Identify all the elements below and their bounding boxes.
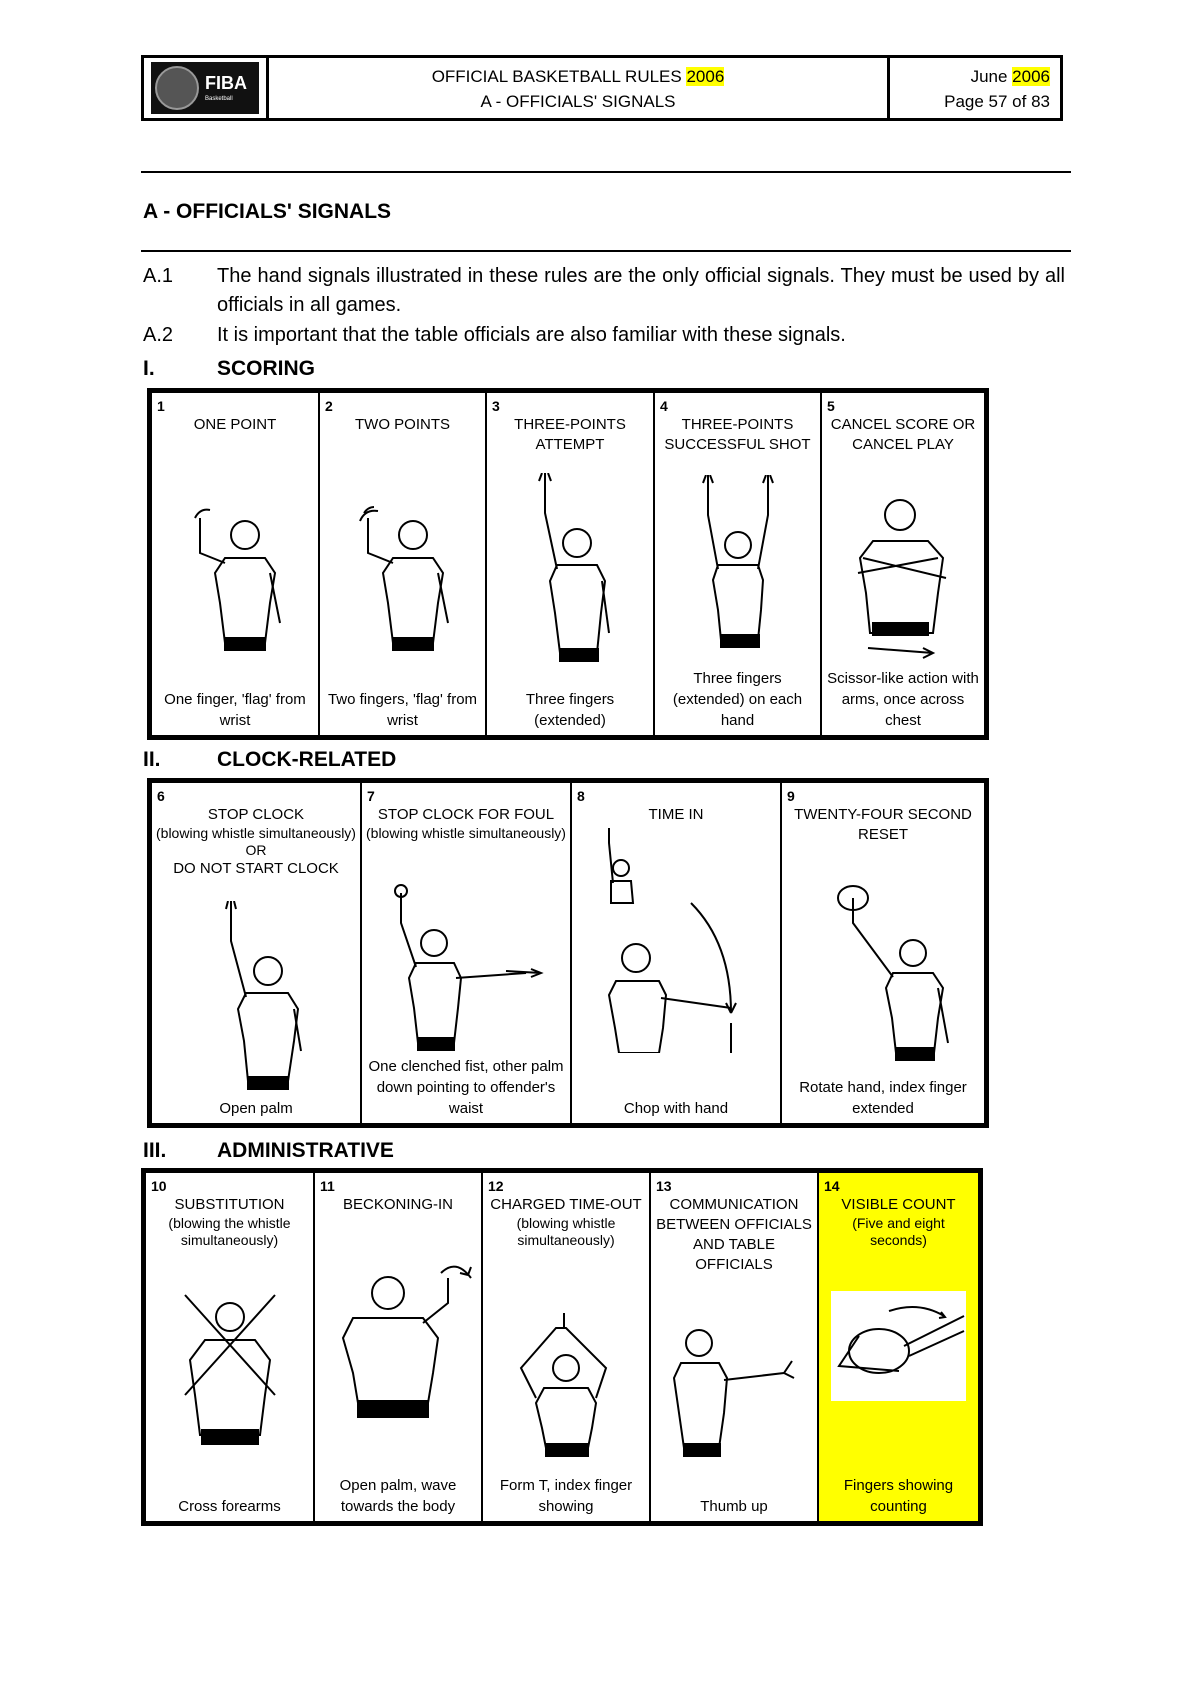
signal-card: 10 SUBSTITUTION (blowing the whistle simultaneously) Cross forearms bbox=[146, 1173, 315, 1521]
logo-text: FIBA Basketball bbox=[205, 73, 247, 102]
paragraph-a2: A.2 It is important that the table officials are also familiar with these signals. bbox=[143, 324, 846, 346]
referee-illustration-icon bbox=[160, 1285, 300, 1455]
signal-card: 12 CHARGED TIME-OUT (blowing whistle simultaneously) Form T, index finger showing bbox=[483, 1173, 651, 1521]
referee-illustration-icon bbox=[673, 475, 803, 655]
page-number: Page 57 of 83 bbox=[944, 92, 1050, 111]
section-title: A - OFFICIALS' SIGNALS bbox=[143, 200, 392, 223]
clock-signals-grid bbox=[147, 778, 989, 1128]
basketball-icon bbox=[155, 66, 199, 110]
paragraph-a1: A.1 The hand signals illustrated in these rules are the only official signals. They must be used by all officials in all games. bbox=[143, 265, 1065, 316]
signal-card: 8 TIME IN Chop with hand bbox=[572, 783, 782, 1123]
signal-card: 3 THREE-POINTS ATTEMPT Three fingers (extended) bbox=[487, 393, 655, 735]
page-header bbox=[141, 55, 1063, 121]
referee-illustration-icon bbox=[838, 493, 968, 663]
fiba-logo bbox=[144, 58, 269, 118]
referee-illustration-icon bbox=[338, 503, 468, 683]
signal-card: 2 TWO POINTS Two fingers, 'flag' from wrist bbox=[320, 393, 487, 735]
signal-card: 5 CANCEL SCORE OR CANCEL PLAY Scissor-like action with arms, once across chest bbox=[827, 398, 979, 729]
document-title: OFFICIAL BASKETBALL RULES 2006 A - OFFICIALS' SIGNALS bbox=[269, 58, 890, 118]
referee-illustration-icon bbox=[798, 873, 968, 1073]
signal-card: 4 THREE-POINTS SUCCESSFUL SHOT Three fingers (extended) on each hand bbox=[655, 393, 822, 735]
referee-illustration-icon bbox=[376, 883, 556, 1063]
signal-card-highlighted: 14 VISIBLE COUNT (Five and eight seconds) Fingers showing counting bbox=[819, 1173, 978, 1521]
section-heading-administrative: III. ADMINISTRATIVE bbox=[143, 1139, 394, 1162]
referee-illustration-icon bbox=[496, 1308, 636, 1458]
section-heading-clock: II. CLOCK-RELATED bbox=[143, 748, 397, 771]
referee-illustration-icon bbox=[323, 1253, 473, 1423]
divider-top bbox=[141, 171, 1071, 173]
referee-illustration-icon bbox=[170, 503, 300, 683]
referee-illustration-icon bbox=[505, 473, 635, 673]
scoring-signals-grid bbox=[147, 388, 989, 740]
signal-card: 6 STOP CLOCK (blowing whistle simultaneously) OR DO NOT START CLOCK Open palm bbox=[152, 783, 362, 1123]
signal-card: 7 STOP CLOCK FOR FOUL (blowing whistle simultaneously) One clenched fist, other palm down pointing to offender's waist bbox=[362, 783, 572, 1123]
signal-card: 1 ONE POINT One finger, 'flag' from wrist bbox=[152, 393, 320, 735]
signal-card: 13 COMMUNICATION BETWEEN OFFICIALS AND TABLE OFFICIALS Thumb up bbox=[651, 1173, 819, 1521]
signal-card: 11 BECKONING-IN Open palm, wave towards the body bbox=[315, 1173, 483, 1521]
visible-count-illustration bbox=[831, 1291, 966, 1401]
divider-title bbox=[141, 250, 1071, 252]
referee-illustration-icon bbox=[659, 1318, 809, 1468]
hand-counting-icon bbox=[829, 1296, 969, 1396]
signal-card: 9 TWENTY-FOUR SECOND RESET Rotate hand, index finger extended bbox=[787, 788, 972, 1117]
referee-illustration-icon bbox=[186, 901, 326, 1101]
referee-illustration-icon bbox=[581, 823, 771, 1053]
administrative-signals-grid bbox=[141, 1168, 983, 1526]
document-date: June 2006 Page 57 of 83 bbox=[890, 58, 1060, 118]
section-heading-scoring: I. SCORING bbox=[143, 357, 316, 380]
